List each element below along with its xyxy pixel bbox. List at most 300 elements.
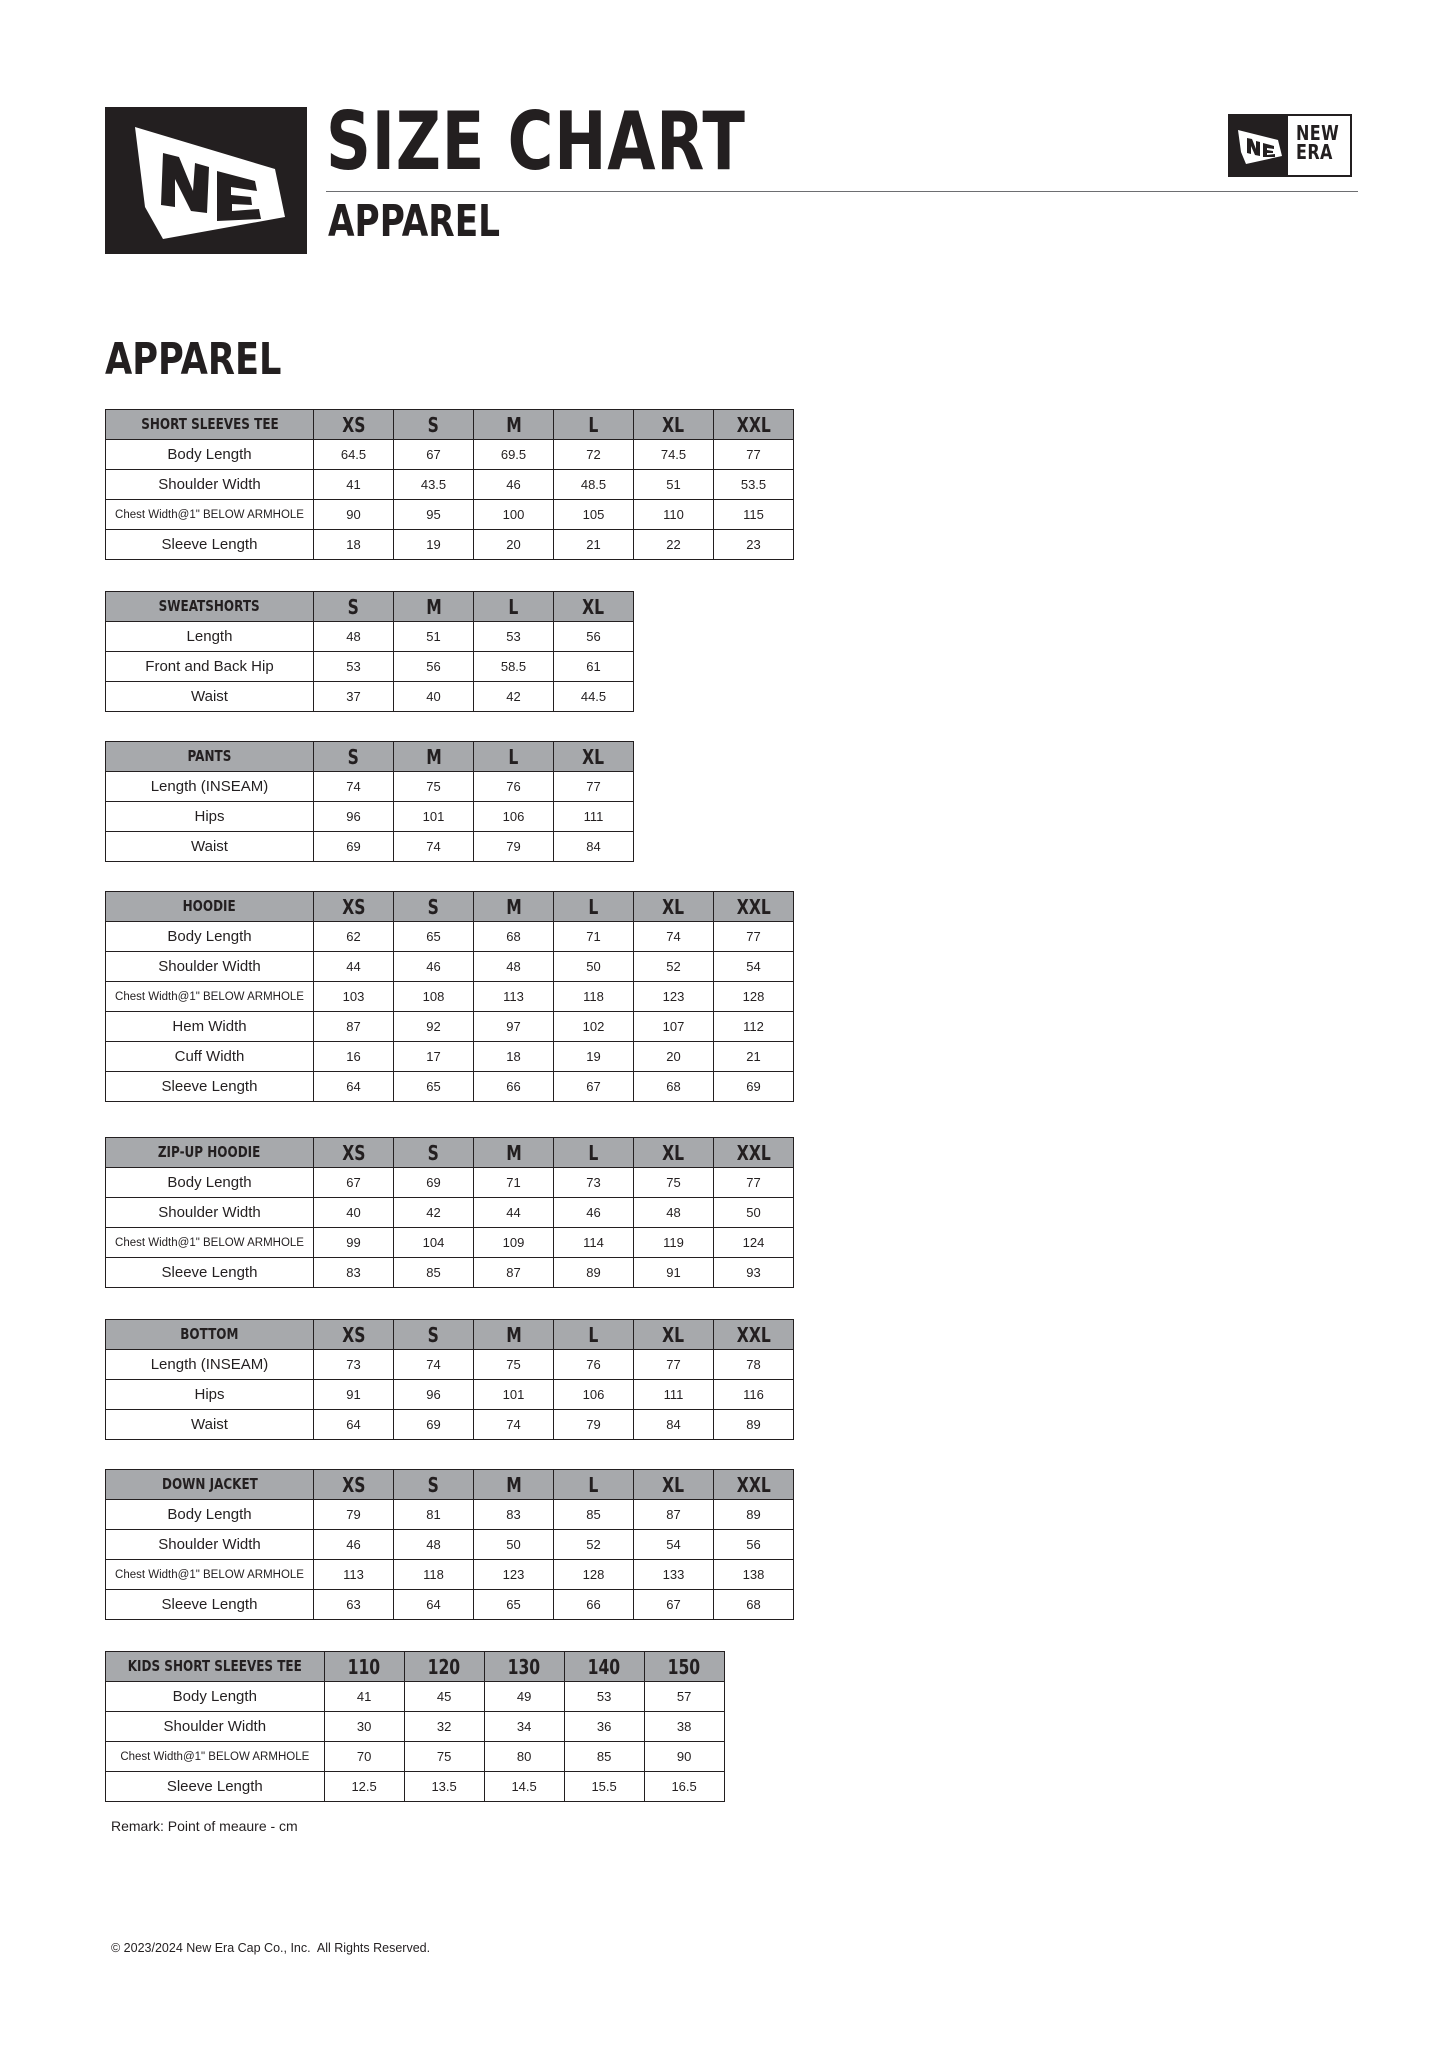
measurement-value: 113 xyxy=(474,982,554,1012)
size-column-header xyxy=(714,410,794,440)
measurement-label: Chest Width@1" BELOW ARMHOLE xyxy=(106,1560,314,1590)
page-title: SIZE CHART xyxy=(326,95,746,188)
size-label: XS xyxy=(341,894,366,919)
measurement-value: 53 xyxy=(474,622,554,652)
table-row xyxy=(106,1380,794,1410)
new-era-brand-logo xyxy=(1228,114,1352,177)
measurement-value: 46 xyxy=(554,1198,634,1228)
measurement-value: 38 xyxy=(644,1712,724,1742)
size-label: L xyxy=(588,1322,599,1347)
remark-note: Remark: Point of meaure - cm xyxy=(111,1818,298,1834)
measurement-value: 84 xyxy=(634,1410,714,1440)
flag-logo-icon xyxy=(105,107,307,254)
measurement-value: 43.5 xyxy=(394,470,474,500)
brand-wordmark xyxy=(1296,121,1340,164)
table-header-row xyxy=(106,1470,794,1500)
size-label: M xyxy=(505,1140,522,1165)
measurement-value: 56 xyxy=(714,1530,794,1560)
table-title xyxy=(106,1652,325,1682)
measurement-value: 16 xyxy=(314,1042,394,1072)
measurement-value: 79 xyxy=(314,1500,394,1530)
size-label: XS xyxy=(341,1322,366,1347)
table-row xyxy=(106,1772,725,1802)
size-label: 140 xyxy=(587,1654,621,1679)
measurement-value: 128 xyxy=(554,1560,634,1590)
measurement-value: 104 xyxy=(394,1228,474,1258)
measurement-value: 21 xyxy=(554,530,634,560)
measurement-value: 103 xyxy=(314,982,394,1012)
measurement-value: 53.5 xyxy=(714,470,794,500)
size-column-header xyxy=(394,1320,474,1350)
measurement-value: 79 xyxy=(554,1410,634,1440)
size-column-header xyxy=(714,1470,794,1500)
size-column-header xyxy=(394,1470,474,1500)
measurement-label: Length (INSEAM) xyxy=(106,1350,314,1380)
size-table xyxy=(105,741,634,862)
measurement-label: Waist xyxy=(106,832,314,862)
table-row xyxy=(106,1682,725,1712)
size-column-header xyxy=(554,742,634,772)
measurement-value: 106 xyxy=(474,802,554,832)
size-table xyxy=(105,409,794,560)
measurement-value: 100 xyxy=(474,500,554,530)
measurement-value: 77 xyxy=(714,440,794,470)
measurement-value: 19 xyxy=(394,530,474,560)
measurement-value: 87 xyxy=(314,1012,394,1042)
section-heading: APPAREL xyxy=(105,334,282,385)
measurement-value: 58.5 xyxy=(474,652,554,682)
measurement-value: 41 xyxy=(314,470,394,500)
size-column-header xyxy=(484,1652,564,1682)
measurement-value: 57 xyxy=(644,1682,724,1712)
measurement-value: 106 xyxy=(554,1380,634,1410)
size-column-header xyxy=(634,1470,714,1500)
measurement-value: 37 xyxy=(314,682,394,712)
size-label: XXL xyxy=(736,412,771,437)
measurement-label: Shoulder Width xyxy=(106,952,314,982)
size-label: M xyxy=(425,594,442,619)
measurement-value: 14.5 xyxy=(484,1772,564,1802)
size-column-header xyxy=(634,1320,714,1350)
size-label: 130 xyxy=(507,1654,541,1679)
measurement-value: 50 xyxy=(714,1198,794,1228)
measurement-value: 101 xyxy=(474,1380,554,1410)
size-column-header xyxy=(314,742,394,772)
table-header-row xyxy=(106,1652,725,1682)
measurement-value: 70 xyxy=(324,1742,404,1772)
measurement-value: 89 xyxy=(714,1500,794,1530)
size-column-header xyxy=(474,410,554,440)
measurement-value: 41 xyxy=(324,1682,404,1712)
measurement-label: Body Length xyxy=(106,922,314,952)
measurement-label: Hips xyxy=(106,1380,314,1410)
table-title-text: HOODIE xyxy=(182,897,237,915)
measurement-value: 44 xyxy=(474,1198,554,1228)
measurement-value: 90 xyxy=(644,1742,724,1772)
size-label: S xyxy=(427,894,440,919)
measurement-value: 56 xyxy=(394,652,474,682)
measurement-value: 76 xyxy=(554,1350,634,1380)
size-label: XL xyxy=(582,744,605,769)
measurement-value: 83 xyxy=(314,1258,394,1288)
size-column-header xyxy=(314,1138,394,1168)
size-label: 110 xyxy=(347,1654,381,1679)
measurement-value: 74.5 xyxy=(634,440,714,470)
measurement-value: 13.5 xyxy=(404,1772,484,1802)
table-row xyxy=(106,1042,794,1072)
size-label: XL xyxy=(662,1140,685,1165)
measurement-value: 96 xyxy=(394,1380,474,1410)
measurement-value: 42 xyxy=(394,1198,474,1228)
table-row xyxy=(106,772,634,802)
measurement-value: 75 xyxy=(474,1350,554,1380)
size-column-header xyxy=(314,592,394,622)
table-row xyxy=(106,1350,794,1380)
measurement-value: 16.5 xyxy=(644,1772,724,1802)
brand-word-era: ERA xyxy=(1296,140,1333,164)
table-title xyxy=(106,742,314,772)
size-label: XL xyxy=(582,594,605,619)
measurement-value: 77 xyxy=(634,1350,714,1380)
measurement-value: 18 xyxy=(474,1042,554,1072)
measurement-value: 62 xyxy=(314,922,394,952)
measurement-value: 53 xyxy=(564,1682,644,1712)
measurement-value: 51 xyxy=(634,470,714,500)
measurement-value: 89 xyxy=(714,1410,794,1440)
size-column-header xyxy=(634,410,714,440)
table-header-row xyxy=(106,592,634,622)
table-row xyxy=(106,1168,794,1198)
measurement-value: 30 xyxy=(324,1712,404,1742)
measurement-value: 84 xyxy=(554,832,634,862)
measurement-value: 56 xyxy=(554,622,634,652)
size-column-header xyxy=(554,1470,634,1500)
measurement-value: 61 xyxy=(554,652,634,682)
size-column-header xyxy=(474,1320,554,1350)
measurement-value: 52 xyxy=(554,1530,634,1560)
table-title-text: PANTS xyxy=(187,747,232,765)
measurement-value: 21 xyxy=(714,1042,794,1072)
size-label: M xyxy=(425,744,442,769)
measurement-label: Chest Width@1" BELOW ARMHOLE xyxy=(106,982,314,1012)
size-label: XL xyxy=(662,894,685,919)
measurement-value: 68 xyxy=(634,1072,714,1102)
measurement-value: 36 xyxy=(564,1712,644,1742)
size-column-header xyxy=(554,1138,634,1168)
measurement-value: 19 xyxy=(554,1042,634,1072)
measurement-label: Hem Width xyxy=(106,1012,314,1042)
measurement-label: Chest Width@1" BELOW ARMHOLE xyxy=(106,1742,325,1772)
measurement-value: 81 xyxy=(394,1500,474,1530)
flag-logo-small-icon xyxy=(1230,116,1288,175)
measurement-label: Body Length xyxy=(106,1500,314,1530)
measurement-value: 42 xyxy=(474,682,554,712)
new-era-logo-icon xyxy=(105,107,307,254)
measurement-value: 67 xyxy=(394,440,474,470)
size-label: S xyxy=(427,1472,440,1497)
measurement-value: 87 xyxy=(634,1500,714,1530)
measurement-value: 111 xyxy=(554,802,634,832)
size-column-header xyxy=(474,742,554,772)
table-row xyxy=(106,682,634,712)
size-column-header xyxy=(314,1320,394,1350)
measurement-value: 85 xyxy=(394,1258,474,1288)
measurement-value: 49 xyxy=(484,1682,564,1712)
measurement-value: 50 xyxy=(474,1530,554,1560)
table-row xyxy=(106,1258,794,1288)
measurement-value: 44.5 xyxy=(554,682,634,712)
measurement-value: 48.5 xyxy=(554,470,634,500)
table-title xyxy=(106,1470,314,1500)
size-column-header xyxy=(554,892,634,922)
measurement-value: 20 xyxy=(474,530,554,560)
measurement-label: Length xyxy=(106,622,314,652)
measurement-value: 68 xyxy=(474,922,554,952)
measurement-value: 102 xyxy=(554,1012,634,1042)
measurement-value: 85 xyxy=(554,1500,634,1530)
measurement-label: Hips xyxy=(106,802,314,832)
size-table xyxy=(105,891,794,1102)
measurement-value: 111 xyxy=(634,1380,714,1410)
size-table xyxy=(105,591,634,712)
measurement-value: 71 xyxy=(554,922,634,952)
size-column-header xyxy=(314,1470,394,1500)
size-column-header xyxy=(554,410,634,440)
table-title-text: DOWN JACKET xyxy=(161,1475,258,1493)
measurement-value: 93 xyxy=(714,1258,794,1288)
table-row xyxy=(106,1410,794,1440)
table-title-text: SWEATSHORTS xyxy=(158,597,261,615)
measurement-value: 118 xyxy=(394,1560,474,1590)
measurement-value: 51 xyxy=(394,622,474,652)
measurement-label: Cuff Width xyxy=(106,1042,314,1072)
measurement-value: 123 xyxy=(474,1560,554,1590)
size-column-header xyxy=(644,1652,724,1682)
size-label: XXL xyxy=(736,1472,771,1497)
measurement-value: 74 xyxy=(394,832,474,862)
table-row xyxy=(106,1500,794,1530)
measurement-value: 76 xyxy=(474,772,554,802)
size-label: L xyxy=(588,1472,599,1497)
table-row xyxy=(106,832,634,862)
measurement-value: 32 xyxy=(404,1712,484,1742)
table-title-text: SHORT SLEEVES TEE xyxy=(140,415,279,433)
measurement-value: 77 xyxy=(554,772,634,802)
measurement-value: 48 xyxy=(314,622,394,652)
size-label: L xyxy=(588,412,599,437)
measurement-value: 18 xyxy=(314,530,394,560)
measurement-value: 119 xyxy=(634,1228,714,1258)
measurement-value: 101 xyxy=(394,802,474,832)
size-label: L xyxy=(588,1140,599,1165)
size-column-header xyxy=(404,1652,484,1682)
measurement-value: 75 xyxy=(394,772,474,802)
measurement-label: Shoulder Width xyxy=(106,470,314,500)
measurement-value: 23 xyxy=(714,530,794,560)
size-column-header xyxy=(394,592,474,622)
measurement-value: 40 xyxy=(394,682,474,712)
measurement-value: 69 xyxy=(394,1410,474,1440)
table-title xyxy=(106,1320,314,1350)
measurement-label: Waist xyxy=(106,1410,314,1440)
measurement-value: 110 xyxy=(634,500,714,530)
measurement-value: 128 xyxy=(714,982,794,1012)
table-title-text: ZIP-UP HOODIE xyxy=(158,1143,261,1161)
measurement-value: 92 xyxy=(394,1012,474,1042)
size-table xyxy=(105,1319,794,1440)
size-column-header xyxy=(394,892,474,922)
size-column-header xyxy=(394,410,474,440)
measurement-label: Shoulder Width xyxy=(106,1530,314,1560)
size-label: M xyxy=(505,894,522,919)
table-title-text: KIDS SHORT SLEEVES TEE xyxy=(127,1657,302,1675)
measurement-value: 48 xyxy=(394,1530,474,1560)
measurement-value: 52 xyxy=(634,952,714,982)
measurement-value: 133 xyxy=(634,1560,714,1590)
measurement-label: Sleeve Length xyxy=(106,1258,314,1288)
measurement-value: 91 xyxy=(634,1258,714,1288)
measurement-value: 63 xyxy=(314,1590,394,1620)
measurement-value: 69 xyxy=(314,832,394,862)
measurement-value: 15.5 xyxy=(564,1772,644,1802)
measurement-value: 138 xyxy=(714,1560,794,1590)
table-header-row xyxy=(106,742,634,772)
table-header-row xyxy=(106,1320,794,1350)
measurement-value: 97 xyxy=(474,1012,554,1042)
size-label: M xyxy=(505,1472,522,1497)
size-label: M xyxy=(505,412,522,437)
measurement-label: Front and Back Hip xyxy=(106,652,314,682)
size-label: XXL xyxy=(736,894,771,919)
measurement-value: 69 xyxy=(394,1168,474,1198)
size-column-header xyxy=(474,1470,554,1500)
measurement-value: 79 xyxy=(474,832,554,862)
size-column-header xyxy=(474,892,554,922)
measurement-label: Waist xyxy=(106,682,314,712)
table-header-row xyxy=(106,892,794,922)
size-column-header xyxy=(714,1320,794,1350)
measurement-value: 46 xyxy=(394,952,474,982)
size-label: M xyxy=(505,1322,522,1347)
size-label: 150 xyxy=(667,1654,701,1679)
measurement-label: Body Length xyxy=(106,1682,325,1712)
measurement-value: 66 xyxy=(474,1072,554,1102)
measurement-value: 77 xyxy=(714,1168,794,1198)
measurement-value: 12.5 xyxy=(324,1772,404,1802)
measurement-value: 22 xyxy=(634,530,714,560)
size-table xyxy=(105,1651,725,1802)
table-row xyxy=(106,1560,794,1590)
measurement-value: 85 xyxy=(564,1742,644,1772)
measurement-value: 89 xyxy=(554,1258,634,1288)
measurement-value: 71 xyxy=(474,1168,554,1198)
size-label: XXL xyxy=(736,1322,771,1347)
measurement-value: 54 xyxy=(714,952,794,982)
measurement-value: 74 xyxy=(394,1350,474,1380)
measurement-value: 68 xyxy=(714,1590,794,1620)
measurement-label: Body Length xyxy=(106,440,314,470)
table-title xyxy=(106,410,314,440)
table-row xyxy=(106,622,634,652)
measurement-value: 87 xyxy=(474,1258,554,1288)
measurement-value: 77 xyxy=(714,922,794,952)
size-label: L xyxy=(588,894,599,919)
measurement-value: 75 xyxy=(404,1742,484,1772)
size-label: XL xyxy=(662,1322,685,1347)
size-label: L xyxy=(508,744,519,769)
size-column-header xyxy=(324,1652,404,1682)
measurement-value: 95 xyxy=(394,500,474,530)
table-row xyxy=(106,982,794,1012)
measurement-value: 78 xyxy=(714,1350,794,1380)
measurement-label: Sleeve Length xyxy=(106,1590,314,1620)
measurement-value: 45 xyxy=(404,1682,484,1712)
size-label: S xyxy=(427,1322,440,1347)
measurement-label: Sleeve Length xyxy=(106,1072,314,1102)
size-label: XS xyxy=(341,412,366,437)
measurement-value: 74 xyxy=(474,1410,554,1440)
size-table xyxy=(105,1137,794,1288)
table-row xyxy=(106,652,634,682)
table-header-row xyxy=(106,410,794,440)
size-label: S xyxy=(347,594,360,619)
copyright-notice: © 2023/2024 New Era Cap Co., Inc. All Rights Reserved. xyxy=(111,1941,431,1955)
table-row xyxy=(106,1530,794,1560)
size-label: 120 xyxy=(427,1654,461,1679)
measurement-value: 64.5 xyxy=(314,440,394,470)
size-column-header xyxy=(714,892,794,922)
measurement-value: 115 xyxy=(714,500,794,530)
measurement-value: 67 xyxy=(554,1072,634,1102)
size-column-header xyxy=(634,1138,714,1168)
measurement-value: 74 xyxy=(634,922,714,952)
measurement-value: 73 xyxy=(314,1350,394,1380)
size-label: XL xyxy=(662,1472,685,1497)
measurement-value: 65 xyxy=(474,1590,554,1620)
title-divider xyxy=(326,191,1358,192)
table-row xyxy=(106,1590,794,1620)
page-subtitle: APPAREL xyxy=(328,196,501,247)
measurement-label: Shoulder Width xyxy=(106,1712,325,1742)
size-label: XL xyxy=(662,412,685,437)
measurement-value: 123 xyxy=(634,982,714,1012)
table-row xyxy=(106,802,634,832)
measurement-value: 20 xyxy=(634,1042,714,1072)
measurement-label: Sleeve Length xyxy=(106,530,314,560)
size-column-header xyxy=(564,1652,644,1682)
brand-word-new: NEW xyxy=(1296,121,1340,145)
table-row xyxy=(106,952,794,982)
measurement-value: 109 xyxy=(474,1228,554,1258)
size-table xyxy=(105,1469,794,1620)
size-column-header xyxy=(314,410,394,440)
measurement-value: 65 xyxy=(394,922,474,952)
size-label: S xyxy=(347,744,360,769)
table-row xyxy=(106,1072,794,1102)
measurement-value: 108 xyxy=(394,982,474,1012)
measurement-value: 67 xyxy=(634,1590,714,1620)
measurement-value: 96 xyxy=(314,802,394,832)
table-row xyxy=(106,1712,725,1742)
measurement-value: 118 xyxy=(554,982,634,1012)
measurement-value: 69.5 xyxy=(474,440,554,470)
measurement-label: Sleeve Length xyxy=(106,1772,325,1802)
measurement-value: 74 xyxy=(314,772,394,802)
measurement-label: Body Length xyxy=(106,1168,314,1198)
table-row xyxy=(106,922,794,952)
table-row xyxy=(106,1198,794,1228)
measurement-value: 69 xyxy=(714,1072,794,1102)
